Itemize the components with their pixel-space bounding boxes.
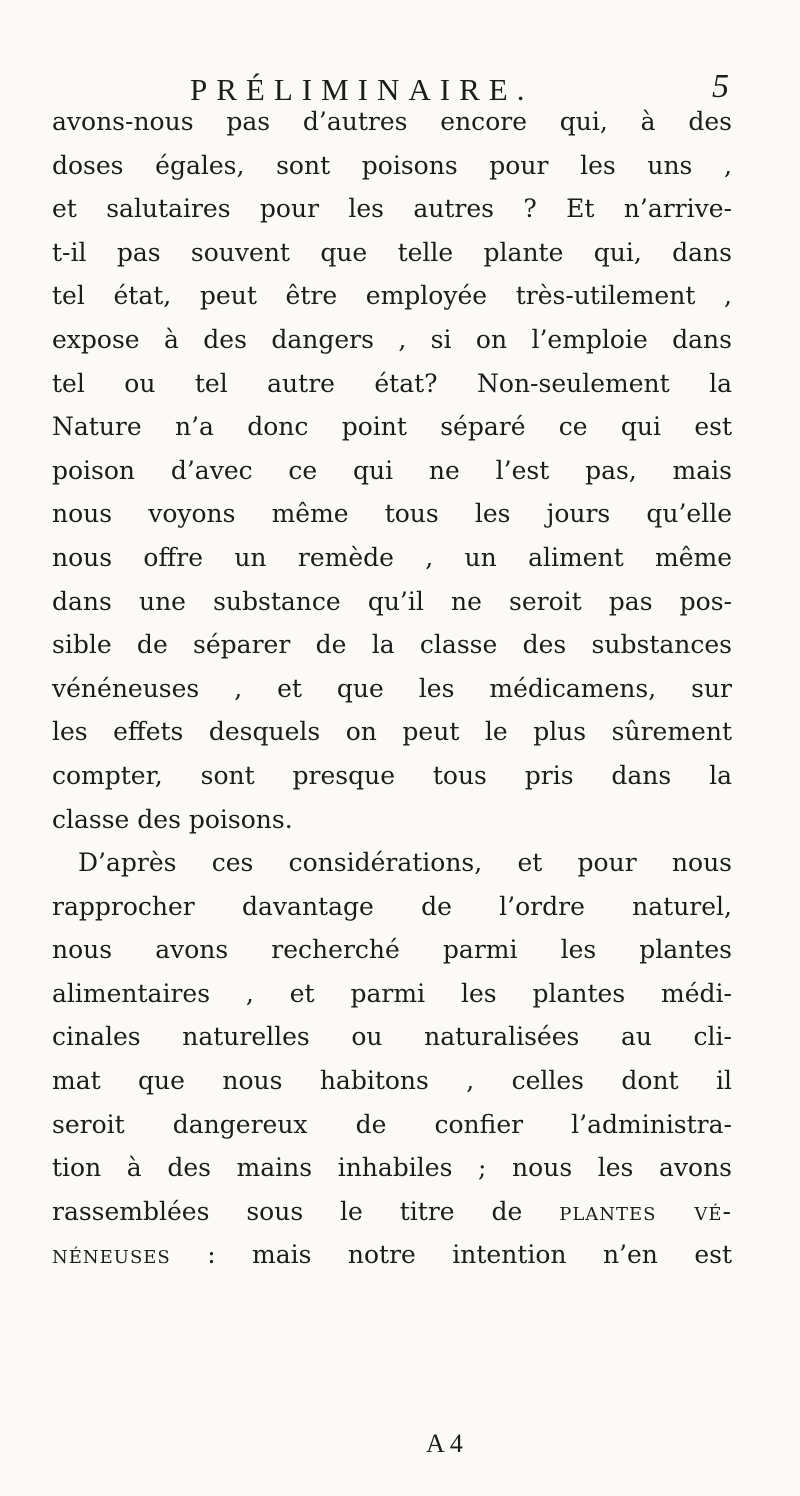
text-line: avons-nous pas d’autres encore qui, à des xyxy=(52,107,732,136)
smallcaps-phrase: plantes vé- xyxy=(559,1196,732,1226)
page-number: 5 xyxy=(712,68,729,105)
text-line: alimentaires , et parmi les plantes médi- xyxy=(52,978,732,1008)
text-line: t-il pas souvent que telle plante qui, dans xyxy=(52,237,732,267)
text-line: sible de séparer de la classe des substances xyxy=(52,630,732,660)
text-line: nous avons recherché parmi les plantes xyxy=(52,935,732,965)
text-line: Nature n’a donc point séparé ce qui est xyxy=(52,412,732,442)
running-head-title: PRÉLIMINAIRE. xyxy=(190,72,534,107)
text-line xyxy=(52,1233,732,1277)
text-line: cinales naturelles ou naturalisées au cli- xyxy=(52,1022,732,1052)
text-line: compter, sont presque tous pris dans la xyxy=(52,760,732,790)
text-run: rassemblées sous le titre de xyxy=(52,1196,523,1226)
text-line: vénéneuses , et que les médicamens, sur xyxy=(52,673,732,703)
text-line: mat que nous habitons , celles dont il xyxy=(52,1066,732,1096)
text-line: tel état, peut être employée très-utilement , xyxy=(52,281,732,311)
text-line: dans une substance qu’il ne seroit pas pos- xyxy=(52,586,732,616)
smallcaps-phrase: néneuses xyxy=(52,1240,171,1270)
text-line: tion à des mains inhabiles ; nous les avons xyxy=(52,1153,732,1183)
text-line: rapprocher davantage de l’ordre naturel, xyxy=(52,891,732,921)
text-line: nous offre un remède , un aliment même xyxy=(52,542,732,572)
text-line: et salutaires pour les autres ? Et n’arrive- xyxy=(52,194,732,224)
text-line: classe des poisons. xyxy=(52,804,293,834)
text-run: : mais notre intention n’en est xyxy=(170,1240,732,1270)
text-line: expose à des dangers , si on l’emploie dans xyxy=(52,324,732,354)
text-line: D’après ces considérations, et pour nous xyxy=(78,848,732,878)
signature-mark: A 4 xyxy=(426,1429,463,1458)
text-line: nous voyons même tous les jours qu’elle xyxy=(52,499,732,529)
text-line: poison d’avec ce qui ne l’est pas, mais xyxy=(52,455,732,485)
text-line: les effets desquels on peut le plus sûrement xyxy=(52,717,732,747)
body-text xyxy=(52,100,732,1277)
text-line: doses égales, sont poisons pour les uns , xyxy=(52,150,732,180)
text-line: tel ou tel autre état? Non-seulement la xyxy=(52,368,732,398)
text-line xyxy=(52,1190,732,1234)
text-line: seroit dangereux de confier l’administra- xyxy=(52,1109,732,1139)
